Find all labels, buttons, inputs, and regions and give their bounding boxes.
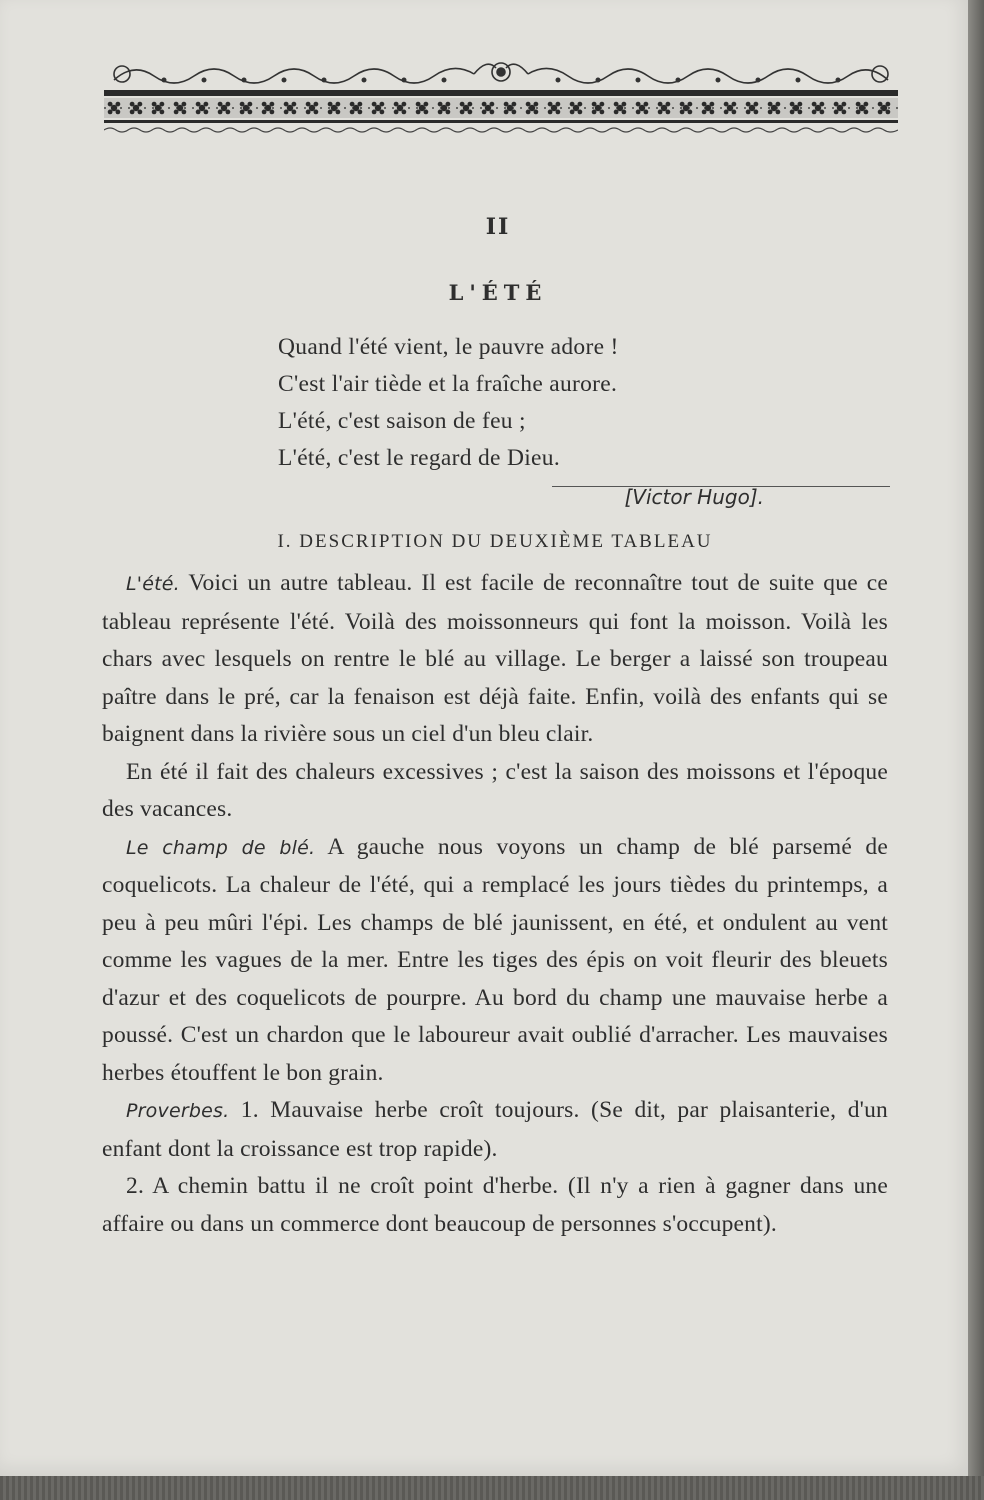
page-bottom-edge xyxy=(0,1476,984,1500)
ornament-petal xyxy=(335,109,340,114)
ornament-petal xyxy=(467,102,472,107)
ornament-petal xyxy=(753,109,758,114)
ornament-petal xyxy=(614,109,619,114)
ornament-petal xyxy=(621,109,626,114)
ornament-petal xyxy=(460,102,465,107)
decorative-header-ornament xyxy=(104,56,898,138)
poem-line: C'est l'air tiède et la fraîche aurore. xyxy=(278,371,618,397)
ornament-petal xyxy=(218,102,223,107)
ornament-petal xyxy=(130,109,135,114)
ornament-petal xyxy=(658,102,663,107)
ornament-petal xyxy=(724,102,729,107)
paragraph-text: Voici un autre tableau. Il est facile de reconnaître tout de suite que ce tableau représente l'été. Voilà des moissonneurs qui font la moisson. Voilà les chars avec lesquels on rentre le blé au village. Le berger a laissé son troupeau paître dans le pré, car la fenaison est déjà faite. Enfin, voilà des enfants qui se baignent dans la rivière sous un ciel d'un bleu clair. xyxy=(102,570,888,747)
ornament-petal xyxy=(108,102,113,107)
ornament-petal xyxy=(284,109,289,114)
ornament-petal xyxy=(159,109,164,114)
paragraph-text: 2. A chemin battu il ne croît point d'herbe. (Il n'y a rien à gagner dans une affaire ou dans un commerce dont beaucoup de personnes s'occupent). xyxy=(102,1173,888,1237)
ornament-petal xyxy=(350,109,355,114)
ornament-petal xyxy=(592,109,597,114)
paragraph-lead: Proverbes. xyxy=(126,1100,230,1122)
ornament-petal xyxy=(511,109,516,114)
ornament-petal xyxy=(533,109,538,114)
ornament-petal xyxy=(438,102,443,107)
ornament-petal xyxy=(137,109,142,114)
chapter-title: L'ÉTÉ xyxy=(448,280,548,305)
ornament-petal xyxy=(445,102,450,107)
ornament-petal xyxy=(878,109,883,114)
ornament-petal xyxy=(709,109,714,114)
ornament-petal xyxy=(196,102,201,107)
page-content xyxy=(102,196,888,1243)
ornament-petal xyxy=(335,102,340,107)
ornament-petal xyxy=(775,109,780,114)
poem-epigraph xyxy=(278,329,888,477)
ornament-petal xyxy=(203,109,208,114)
ornament-petal xyxy=(467,109,472,114)
ornament-petal xyxy=(181,109,186,114)
ornament-petal xyxy=(665,102,670,107)
ornament-petal xyxy=(445,109,450,114)
poem-attribution: [Victor Hugo]. xyxy=(624,485,764,509)
ornament-petal xyxy=(247,102,252,107)
ornament-petal xyxy=(350,102,355,107)
ornament-petal xyxy=(181,102,186,107)
section-heading: I. DESCRIPTION DU DEUXIÈME TABLEAU xyxy=(277,531,713,552)
ornament-petal xyxy=(841,109,846,114)
ornament-petal xyxy=(665,109,670,114)
ornament-petal xyxy=(196,109,201,114)
ornament-petal xyxy=(592,102,597,107)
ornament-petal xyxy=(240,102,245,107)
ornament-petal xyxy=(203,102,208,107)
ornament-petal xyxy=(753,102,758,107)
ornament-petal xyxy=(577,102,582,107)
ornament-petal xyxy=(768,102,773,107)
poem-line: L'été, c'est saison de feu ; xyxy=(278,408,526,434)
ornament-petal xyxy=(504,109,509,114)
ornament-petal xyxy=(599,109,604,114)
ornament-petal xyxy=(577,109,582,114)
ornament-petal xyxy=(731,102,736,107)
ornament-petal xyxy=(834,102,839,107)
ornament-petal xyxy=(247,109,252,114)
ornament-petal xyxy=(812,102,817,107)
ornament-petal xyxy=(702,102,707,107)
ornament-petal xyxy=(643,102,648,107)
paragraph-champ-de-ble xyxy=(102,829,888,1093)
ornament-petal xyxy=(775,102,780,107)
ornament-petal xyxy=(269,109,274,114)
ornament-petal xyxy=(379,102,384,107)
ornament-petal xyxy=(863,109,868,114)
ornament-petal xyxy=(878,102,883,107)
ornament-petal xyxy=(555,102,560,107)
paragraph-text: A gauche nous voyons un champ de blé parsemé de coquelicots. La chaleur de l'été, qui a remplacé les jours tièdes du printemps, a peu à peu mûri l'épi. Les champs de blé jaunissent, en été, et ondulent au vent comme les vagues de la mer. Entre les tiges des épis on voit fleurir des bleuets d'azur et des coquelicots de pourpre. Au bord du champ une mauvaise herbe a poussé. C'est un chardon que le laboureur avait oublié d'arracher. Les mauvaises herbes étouffent le bon grain. xyxy=(102,833,888,1086)
ornament-petal xyxy=(636,109,641,114)
paragraph-lead: Le champ de blé. xyxy=(126,836,316,859)
ornament-petal xyxy=(570,109,575,114)
ornament-petal xyxy=(225,109,230,114)
ornament-petal xyxy=(269,102,274,107)
ornament-petal xyxy=(746,102,751,107)
ornament-petal xyxy=(284,102,289,107)
ornament-petal xyxy=(401,102,406,107)
ornament-petal xyxy=(357,102,362,107)
ornament-petal xyxy=(313,102,318,107)
ornament-petal xyxy=(401,109,406,114)
ornament-petal xyxy=(394,102,399,107)
ornament-petal xyxy=(790,102,795,107)
divider-rule xyxy=(552,486,890,487)
chapter-number: II xyxy=(485,214,511,240)
ornament-petal xyxy=(731,109,736,114)
body-text xyxy=(102,565,888,1243)
ornament-petal xyxy=(482,109,487,114)
ornament-petal xyxy=(797,109,802,114)
ornament-petal xyxy=(108,109,113,114)
ornament-petal xyxy=(680,109,685,114)
ornament-petal xyxy=(856,109,861,114)
ornament-petal xyxy=(137,102,142,107)
paragraph-text: 1. Mauvaise herbe croît toujours. (Se dit, par plaisanterie, d'un enfant dont la croissance est trop rapide). xyxy=(102,1097,888,1162)
ornament-petal xyxy=(790,109,795,114)
ornament-petal xyxy=(240,109,245,114)
ornament-petal xyxy=(262,102,267,107)
ornament-petal xyxy=(709,102,714,107)
ornament-petal xyxy=(819,109,824,114)
ornament-petal xyxy=(533,102,538,107)
ornament-petal xyxy=(152,109,157,114)
ornament-petal xyxy=(372,109,377,114)
ornament-petal xyxy=(856,102,861,107)
ornament-petal xyxy=(548,102,553,107)
ornament-petal xyxy=(159,102,164,107)
ornament-petal xyxy=(313,109,318,114)
ornament-petal xyxy=(504,102,509,107)
ornament-petal xyxy=(614,102,619,107)
ornament-petal xyxy=(555,109,560,114)
ornament-petal xyxy=(768,109,773,114)
ornament-petal xyxy=(423,109,428,114)
ornament-petal xyxy=(328,109,333,114)
ornament-petal xyxy=(306,102,311,107)
paragraph-ete xyxy=(102,565,888,754)
ornament-petal xyxy=(599,102,604,107)
ornament-petal xyxy=(372,102,377,107)
ornament-petal xyxy=(489,102,494,107)
ornament-petal xyxy=(746,109,751,114)
ornament-petal xyxy=(218,109,223,114)
ornament-petal xyxy=(174,109,179,114)
page-edge-shadow xyxy=(968,0,984,1500)
ornament-petal xyxy=(797,102,802,107)
ornament-petal xyxy=(819,102,824,107)
ornament-petal xyxy=(225,102,230,107)
poem-line: L'été, c'est le regard de Dieu. xyxy=(278,445,561,471)
ornament-petal xyxy=(328,102,333,107)
paragraph-chaleurs xyxy=(102,754,888,829)
ornament-petal xyxy=(658,109,663,114)
ornament-petal xyxy=(416,102,421,107)
ornament-petal xyxy=(291,109,296,114)
ornament-petal xyxy=(152,102,157,107)
ornament-petal xyxy=(489,109,494,114)
ornament-petal xyxy=(394,109,399,114)
ornament-petal xyxy=(526,102,531,107)
ornament-petal xyxy=(379,109,384,114)
ornament-petal xyxy=(687,109,692,114)
ornament-petal xyxy=(438,109,443,114)
ornament-petal xyxy=(834,109,839,114)
ornament-petal xyxy=(643,109,648,114)
ornament-petal xyxy=(570,102,575,107)
paragraph-proverbes xyxy=(102,1092,888,1168)
ornament-petal xyxy=(115,109,120,114)
ornament-petal xyxy=(130,102,135,107)
ornament-petal xyxy=(621,102,626,107)
ornament-petal xyxy=(526,109,531,114)
ornament-petal xyxy=(636,102,641,107)
ornament-petal xyxy=(306,109,311,114)
ornament-petal xyxy=(460,109,465,114)
ornament-petal xyxy=(511,102,516,107)
ornament-petal xyxy=(687,102,692,107)
ornament-petal xyxy=(416,109,421,114)
ornament-petal xyxy=(357,109,362,114)
ornament-petal xyxy=(724,109,729,114)
ornament-petal xyxy=(680,102,685,107)
ornament-petal xyxy=(482,102,487,107)
ornament-petal xyxy=(548,109,553,114)
ornament-petal xyxy=(812,109,817,114)
poem-line: Quand l'été vient, le pauvre adore ! xyxy=(278,334,619,360)
ornament-petal xyxy=(885,102,890,107)
ornament-petal xyxy=(841,102,846,107)
ornament-petal xyxy=(423,102,428,107)
paragraph-proverbe-2 xyxy=(102,1168,888,1243)
ornament-petal xyxy=(702,109,707,114)
paragraph-lead: L'été. xyxy=(126,573,180,595)
ornament-petal xyxy=(115,102,120,107)
ornament-petal xyxy=(174,102,179,107)
ornament-petal xyxy=(262,109,267,114)
paragraph-text: En été il fait des chaleurs excessives ; c'est la saison des moissons et l'époque des vacances. xyxy=(102,758,888,822)
ornament-petal xyxy=(885,109,890,114)
ornament-petal xyxy=(863,102,868,107)
ornament-petal xyxy=(291,102,296,107)
